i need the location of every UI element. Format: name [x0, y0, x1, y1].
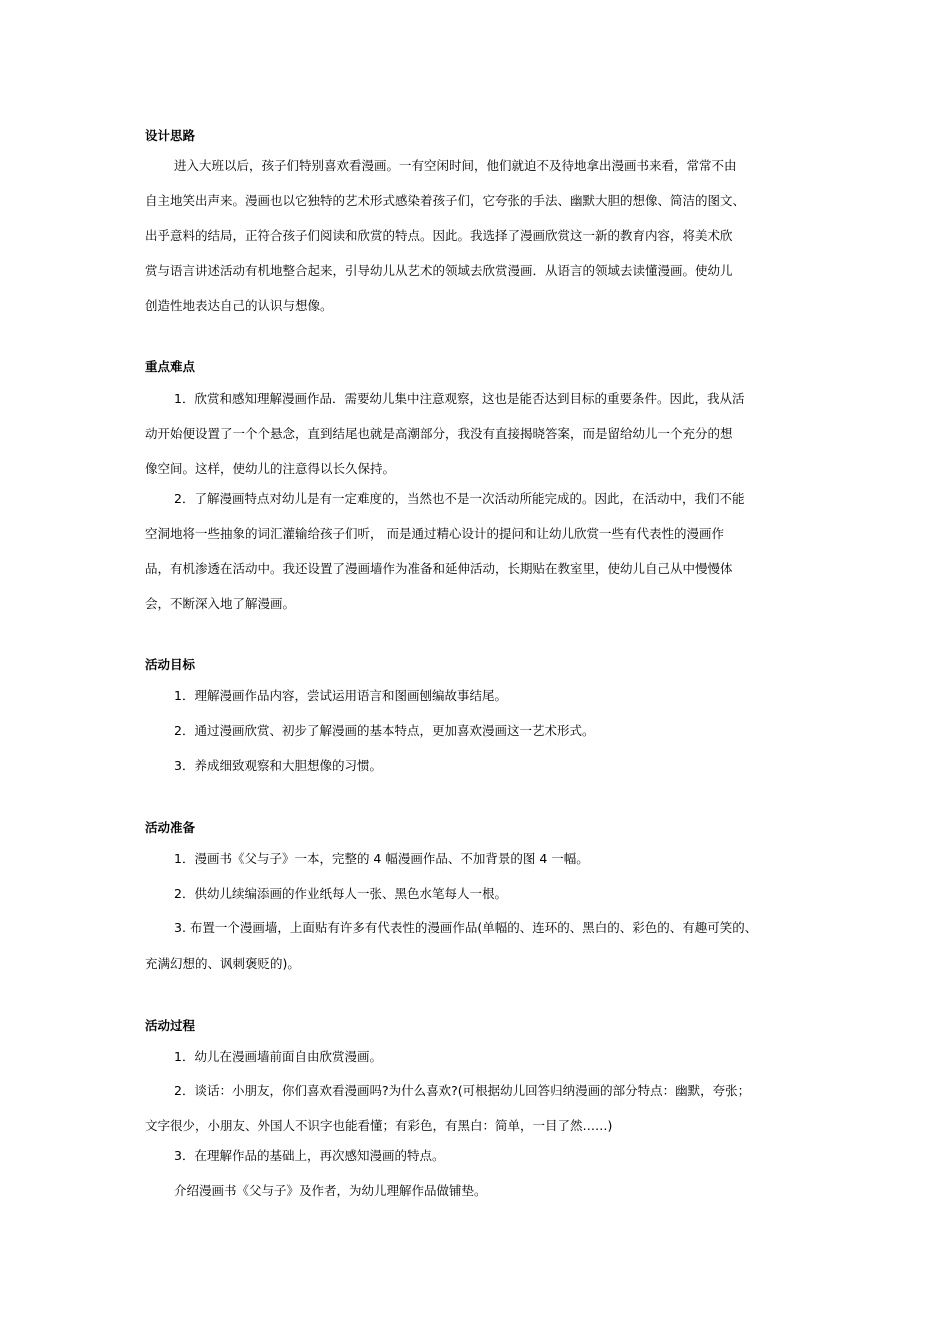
- list-item: 2．供幼儿续编添画的作业纸每人一张、黑色水笔每人一根。: [174, 886, 507, 901]
- paragraph-line: 像空间。这样，使幼儿的注意得以长久保持。: [145, 461, 396, 476]
- paragraph-line: 空洞地将一些抽象的词汇灌输给孩子们听， 而是通过精心设计的提问和让幼儿欣赏一些有代表性的漫画作: [145, 526, 724, 541]
- paragraph-line: 1．欣赏和感知理解漫画作品．需要幼儿集中注意观察，这也是能否达到目标的重要条件。因此，我从活: [174, 391, 745, 406]
- heading-key-points: 重点难点: [145, 359, 196, 374]
- heading-goals: 活动目标: [145, 657, 196, 672]
- paragraph-line: 品，有机渗透在活动中。我还设置了漫画墙作为准备和延伸活动，长期贴在教室里，使幼儿自己从中慢慢体: [145, 561, 733, 576]
- heading-preparation: 活动准备: [145, 820, 196, 835]
- paragraph-line: 自主地笑出声来。漫画也以它独特的艺术形式感染着孩子们，它夸张的手法、幽默大胆的想像、简洁的图文、: [145, 193, 746, 208]
- list-item: 2．通过漫画欣赏、初步了解漫画的基本特点，更加喜欢漫画这一艺术形式。: [174, 723, 595, 738]
- paragraph-line: 会，不断深入地了解漫画。: [145, 596, 296, 611]
- paragraph-line: 创造性地表达自己的认识与想像。: [145, 298, 333, 313]
- list-item: 1．幼儿在漫画墙前面自由欣赏漫画。: [174, 1049, 382, 1064]
- list-item: 1．理解漫画作品内容，尝试运用语言和图画刨编故事结尾。: [174, 688, 507, 703]
- paragraph-line: 文字很少，小朋友、外国人不识字也能看懂；有彩色，有黑白：简单，一目了然……): [145, 1118, 613, 1133]
- paragraph-line: 充满幻想的、讽刺褒贬的)。: [145, 956, 300, 971]
- paragraph-line: 介绍漫画书《父与子》及作者，为幼儿理解作品做铺垫。: [174, 1183, 487, 1198]
- paragraph-line: 2．了解漫画特点对幼儿是有一定难度的，当然也不是一次活动所能完成的。因此，在活动中，我们不能: [174, 491, 745, 506]
- paragraph-line: 出乎意料的结局，正符合孩子们阅读和欣赏的特点。因此。我选择了漫画欣赏这一新的教育内容，将美术欣: [145, 228, 733, 243]
- list-item: 2．谈话：小朋友，你们喜欢看漫画吗?为什么喜欢?(可根据幼儿回答归纳漫画的部分特点：幽默，夸张；: [174, 1083, 751, 1098]
- list-item: 3．养成细致观察和大胆想像的习惯。: [174, 758, 382, 773]
- paragraph-line: 赏与语言讲述活动有机地整合起来，引导幼儿从艺术的领域去欣赏漫画．从语言的领域去读懂漫画。使幼儿: [145, 263, 733, 278]
- list-item: 3. 布置一个漫画墙，上面贴有许多有代表性的漫画作品(单幅的、连环的、黑白的、彩色的、有趣可笑的、: [174, 920, 758, 935]
- heading-process: 活动过程: [145, 1018, 196, 1033]
- list-item: 1．漫画书《父与子》一本，完整的 4 幅漫画作品、不加背景的图 4 一幅。: [174, 851, 589, 866]
- paragraph-line: 进入大班以后，孩子们特别喜欢看漫画。一有空闲时间，他们就迫不及待地拿出漫画书来看，常常不由: [174, 158, 737, 173]
- paragraph-line: 动开始便设置了一个个悬念，直到结尾也就是高潮部分，我没有直接揭晓答案，而是留给幼儿一个充分的想: [145, 426, 733, 441]
- list-item: 3．在理解作品的基础上，再次感知漫画的特点。: [174, 1148, 445, 1163]
- heading-design-idea: 设计思路: [145, 128, 196, 143]
